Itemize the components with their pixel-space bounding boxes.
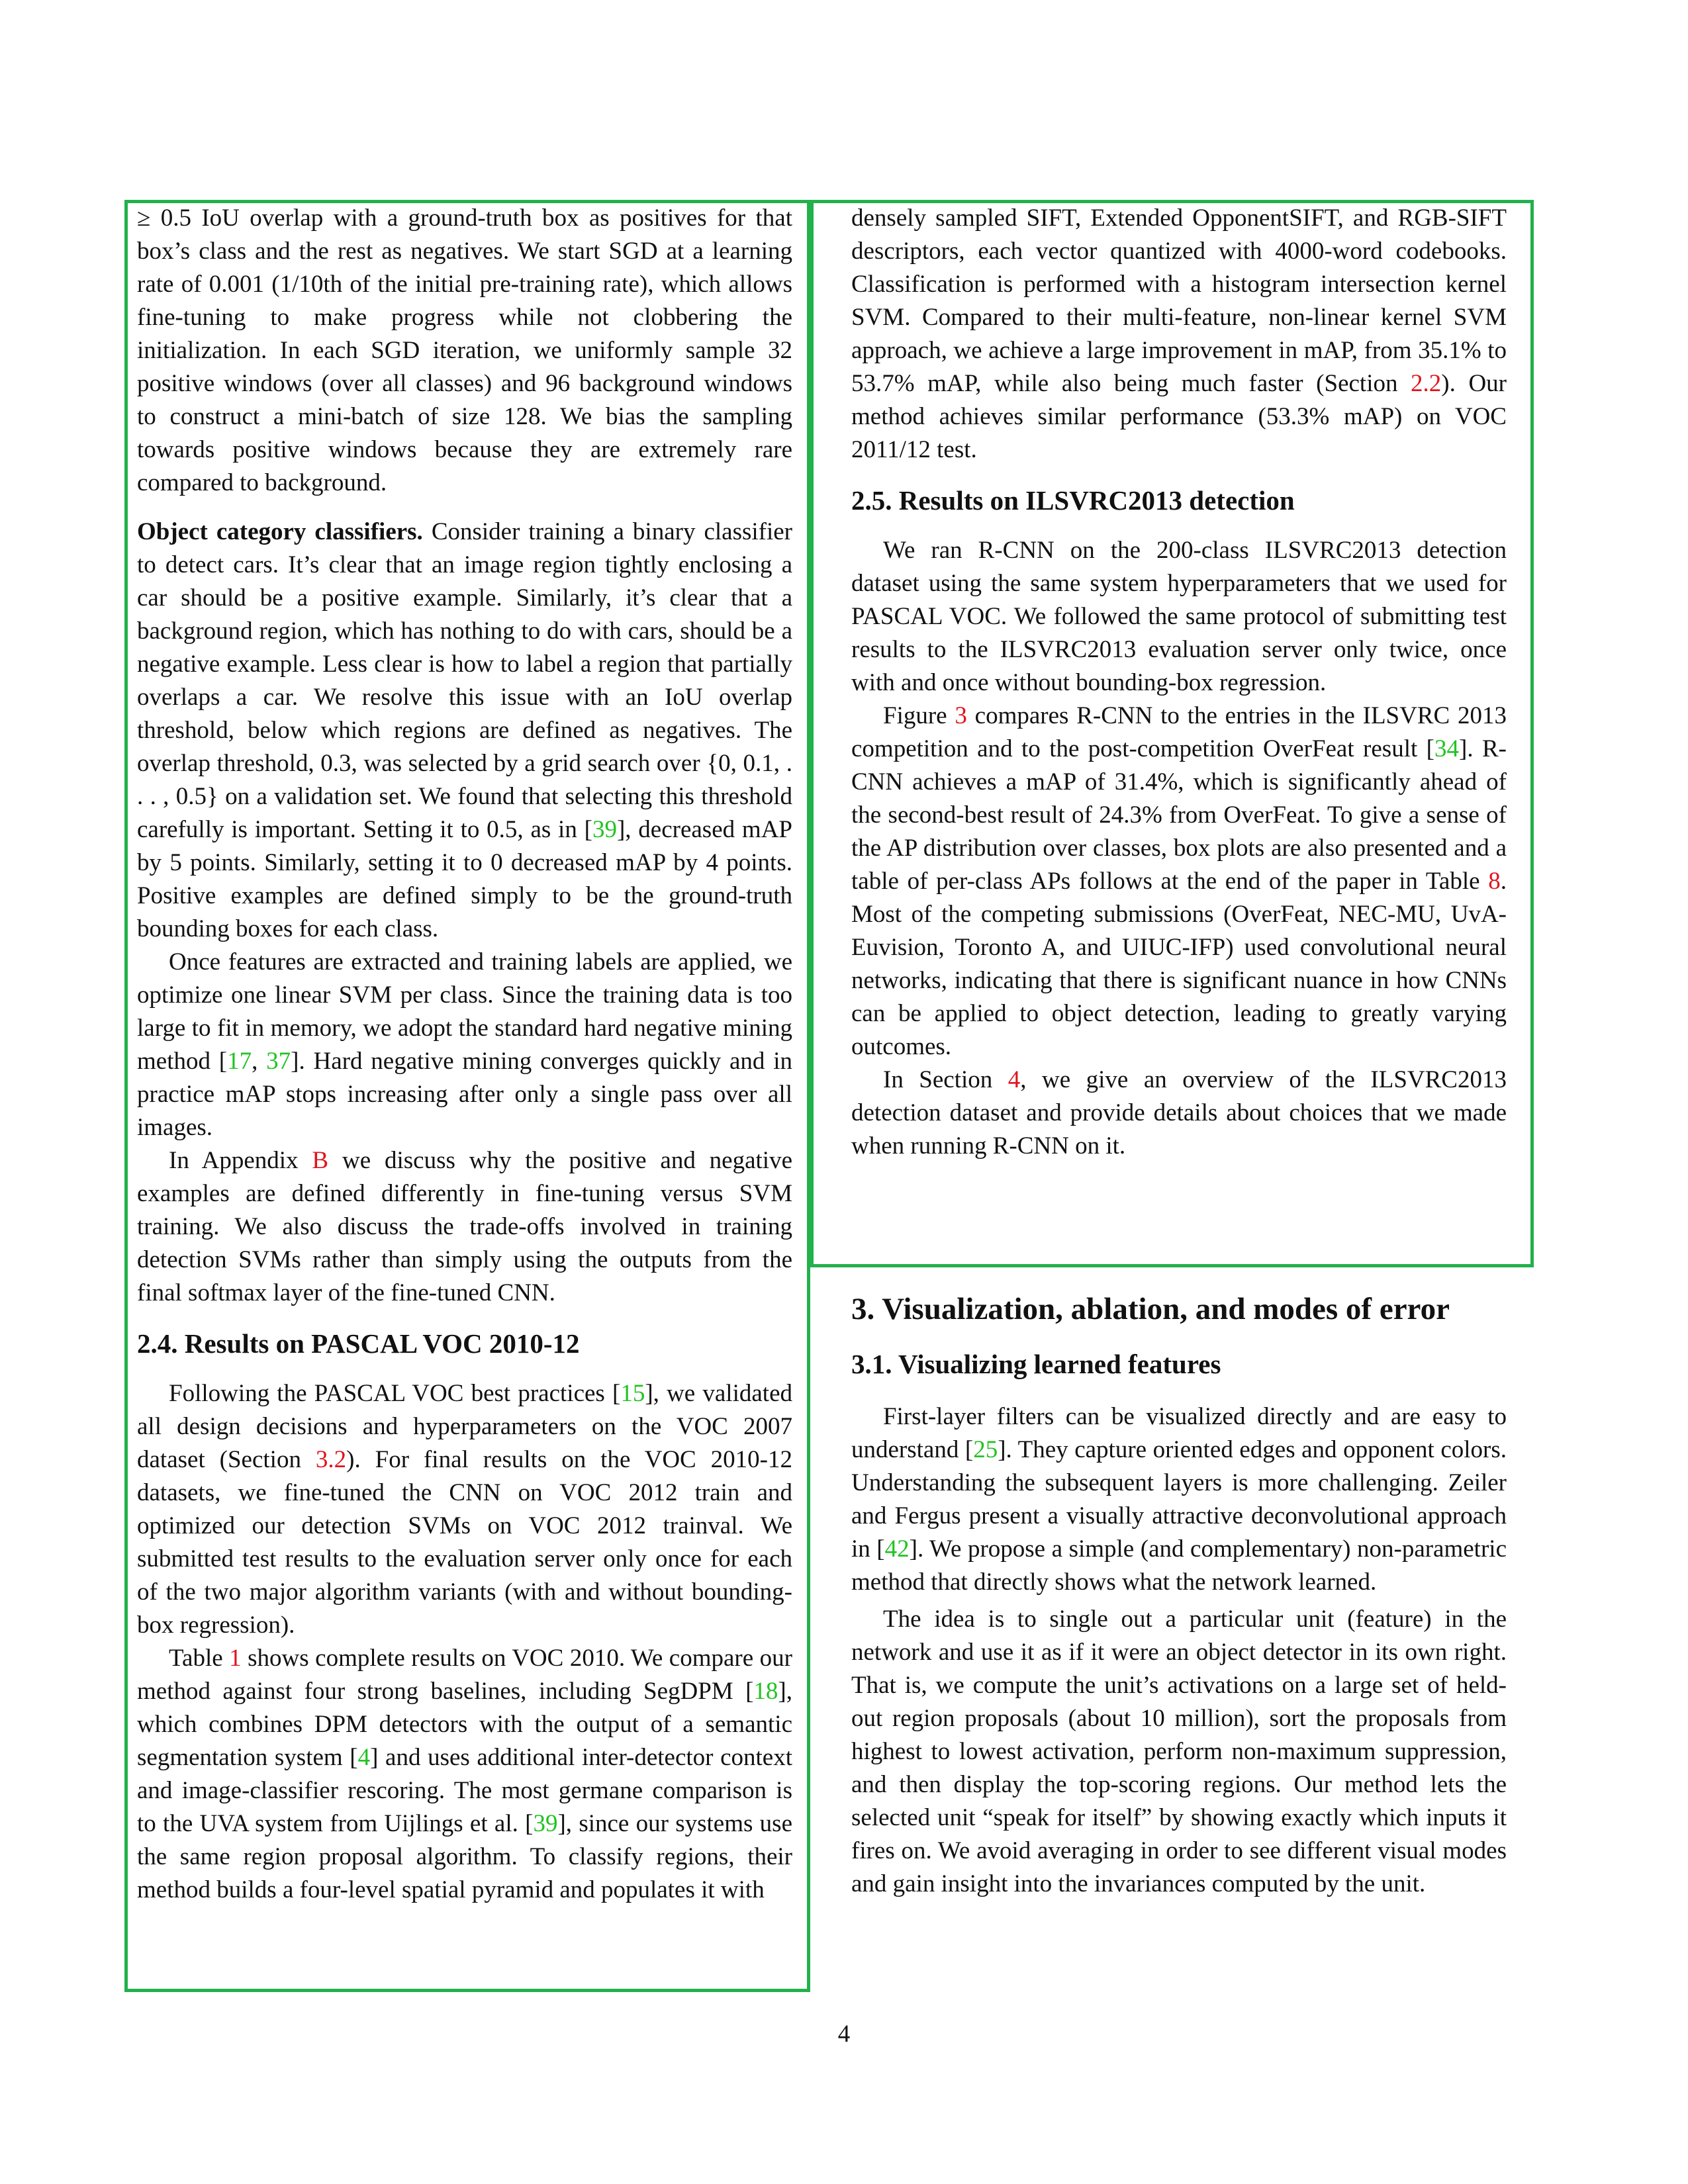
- citation-link[interactable]: 18: [753, 1678, 778, 1705]
- paragraph: Following the PASCAL VOC best practices [15], we validated all design decisions and hyperparameters on the VOC 2007 dataset (Section 3.2). For final results on the VOC 2010-12 datasets, we fine-tuned the CNN on VOC 2012 train and optimized our detection SVMs on VOC 2012 trainval. We submitted test results to the evaluation server only once for each of the two major algorithm variants (with and without bounding-box regression).: [137, 1380, 792, 1639]
- section-heading: 2.5. Results on ILSVRC2013 detection: [851, 485, 1295, 516]
- paragraph: Table 1 shows complete results on VOC 2010. We compare our method against four strong baselines, including SegDPM [18], which combines DPM detectors with the output of a semantic segmentation system [4] and uses additional inter-detector context and image-classifier rescoring. The most germane comparison is to the UVA system from Uijlings et al. [39], since our systems use the same region proposal algorithm. To classify regions, their method builds a four-level spatial pyramid and populates it with: [137, 1645, 792, 1903]
- citation-link[interactable]: 25: [973, 1436, 998, 1463]
- right-column-upper: [851, 202, 1507, 1163]
- citation-link[interactable]: 34: [1434, 735, 1459, 762]
- citation-link[interactable]: 39: [533, 1810, 558, 1837]
- paragraph: Object category classifiers. Consider training a binary classifier to detect cars. It’s clear that an image region tightly enclosing a car should be a positive example. Similarly, it’s clear that a background region, which has nothing to do with cars, should be a negative example. Less clear is how to label a region that partially overlaps a car. We resolve this issue with an IoU overlap threshold, below which regions are defined as negatives. The overlap threshold, 0.3, was selected by a grid search over {0, 0.1, . . . , 0.5} on a validation set. We found that selecting this threshold carefully is important. Setting it to 0.5, as in [39], decreased mAP by 5 points. Similarly, setting it to 0 decreased mAP by 4 points. Positive examples are defined simply to be the ground-truth bounding boxes for each class.: [137, 518, 792, 942]
- citation-link[interactable]: 39: [592, 816, 617, 843]
- paragraph: In Section 4, we give an overview of the ILSVRC2013 detection dataset and provide details about choices that we made when running R-CNN on it.: [851, 1066, 1507, 1160]
- citation-link[interactable]: 17: [227, 1048, 252, 1075]
- appendix-link[interactable]: B: [312, 1147, 329, 1174]
- paragraph-heading: Object category classifiers.: [137, 518, 423, 545]
- left-column: [137, 202, 792, 1907]
- chapter-heading: 3. Visualization, ablation, and modes of error: [851, 1292, 1450, 1326]
- section-heading: 2.4. Results on PASCAL VOC 2010-12: [137, 1328, 580, 1359]
- paragraph: Once features are extracted and training labels are applied, we optimize one linear SVM per class. Since the training data is too large to fit in memory, we adopt the standard hard negative mining method [17, 37]. Hard negative mining converges quickly and in practice mAP stops increasing after only a single pass over all images.: [137, 948, 792, 1141]
- figure-link[interactable]: 3: [955, 702, 967, 729]
- paragraph: We ran R-CNN on the 200-class ILSVRC2013 detection dataset using the same system hyperparameters that we used for PASCAL VOC. We followed the same protocol of submitting test results to the ILSVRC2013 evaluation server only twice, once with and once without bounding-box regression.: [851, 537, 1507, 696]
- paragraph: densely sampled SIFT, Extended OpponentSIFT, and RGB-SIFT descriptors, each vector quantized with 4000-word codebooks. Classification is performed with a histogram intersection kernel SVM. Compared to their multi-feature, non-linear kernel SVM approach, we achieve a large improvement in mAP, from 35.1% to 53.7% mAP, while also being much faster (Section 2.2). Our method achieves similar performance (53.3% mAP) on VOC 2011/12 test.: [851, 205, 1507, 463]
- citation-link[interactable]: 42: [884, 1535, 910, 1563]
- citation-link[interactable]: 4: [357, 1744, 371, 1771]
- right-column-lower: [851, 1291, 1507, 1901]
- section-link[interactable]: 3.2: [315, 1446, 347, 1473]
- paragraph: Figure 3 compares R-CNN to the entries in the ILSVRC 2013 competition and to the post-competition OverFeat result [34]. R-CNN achieves a mAP of 31.4%, which is significantly ahead of the second-best result of 24.3% from OverFeat. To give a sense of the AP distribution over classes, box plots are also presented and a table of per-class APs follows at the end of the paper in Table 8. Most of the competing submissions (OverFeat, NEC-MU, UvA-Euvision, Toronto A, and UIUC-IFP) used convolutional neural networks, indicating that there is significant nuance in how CNNs can be applied to object detection, leading to greatly varying outcomes.: [851, 702, 1507, 1060]
- section-link[interactable]: 2.2: [1411, 370, 1442, 397]
- paragraph: In Appendix B we discuss why the positive and negative examples are defined differently in fine-tuning versus SVM training. We also discuss the trade-offs involved in training detection SVMs rather than simply using the outputs from the final softmax layer of the fine-tuned CNN.: [137, 1147, 792, 1306]
- citation-link[interactable]: 37: [266, 1048, 291, 1075]
- paragraph: ≥ 0.5 IoU overlap with a ground-truth box as positives for that box’s class and the rest as negatives. We start SGD at a learning rate of 0.001 (1/10th of the initial pre-training rate), which allows fine-tuning to make progress while not clobbering the initialization. In each SGD iteration, we uniformly sample 32 positive windows (over all classes) and 96 background windows to construct a mini-batch of size 128. We bias the sampling towards positive windows because they are extremely rare compared to background.: [137, 205, 792, 496]
- page-number: 4: [837, 2021, 851, 2048]
- citation-link[interactable]: 15: [620, 1380, 645, 1407]
- paragraph: First-layer filters can be visualized directly and are easy to understand [25]. They capture oriented edges and opponent colors. Understanding the subsequent layers is more challenging. Zeiler and Fergus present a visually attractive deconvolutional approach in [42]. We propose a simple (and complementary) non-parametric method that directly shows what the network learned.: [851, 1403, 1507, 1596]
- table-link[interactable]: 1: [229, 1645, 242, 1672]
- paragraph: The idea is to single out a particular unit (feature) in the network and use it as if it were an object detector in its own right. That is, we compute the unit’s activations on a large set of held-out region proposals (about 10 million), sort the proposals from highest to lowest activation, perform non-maximum suppression, and then display the top-scoring regions. Our method lets the selected unit “speak for itself” by showing exactly which inputs it fires on. We avoid averaging in order to see different visual modes and gain insight into the invariances computed by the unit.: [851, 1606, 1507, 1897]
- section-link[interactable]: 4: [1008, 1066, 1021, 1093]
- section-heading: 3.1. Visualizing learned features: [851, 1349, 1221, 1379]
- table-link[interactable]: 8: [1488, 868, 1501, 895]
